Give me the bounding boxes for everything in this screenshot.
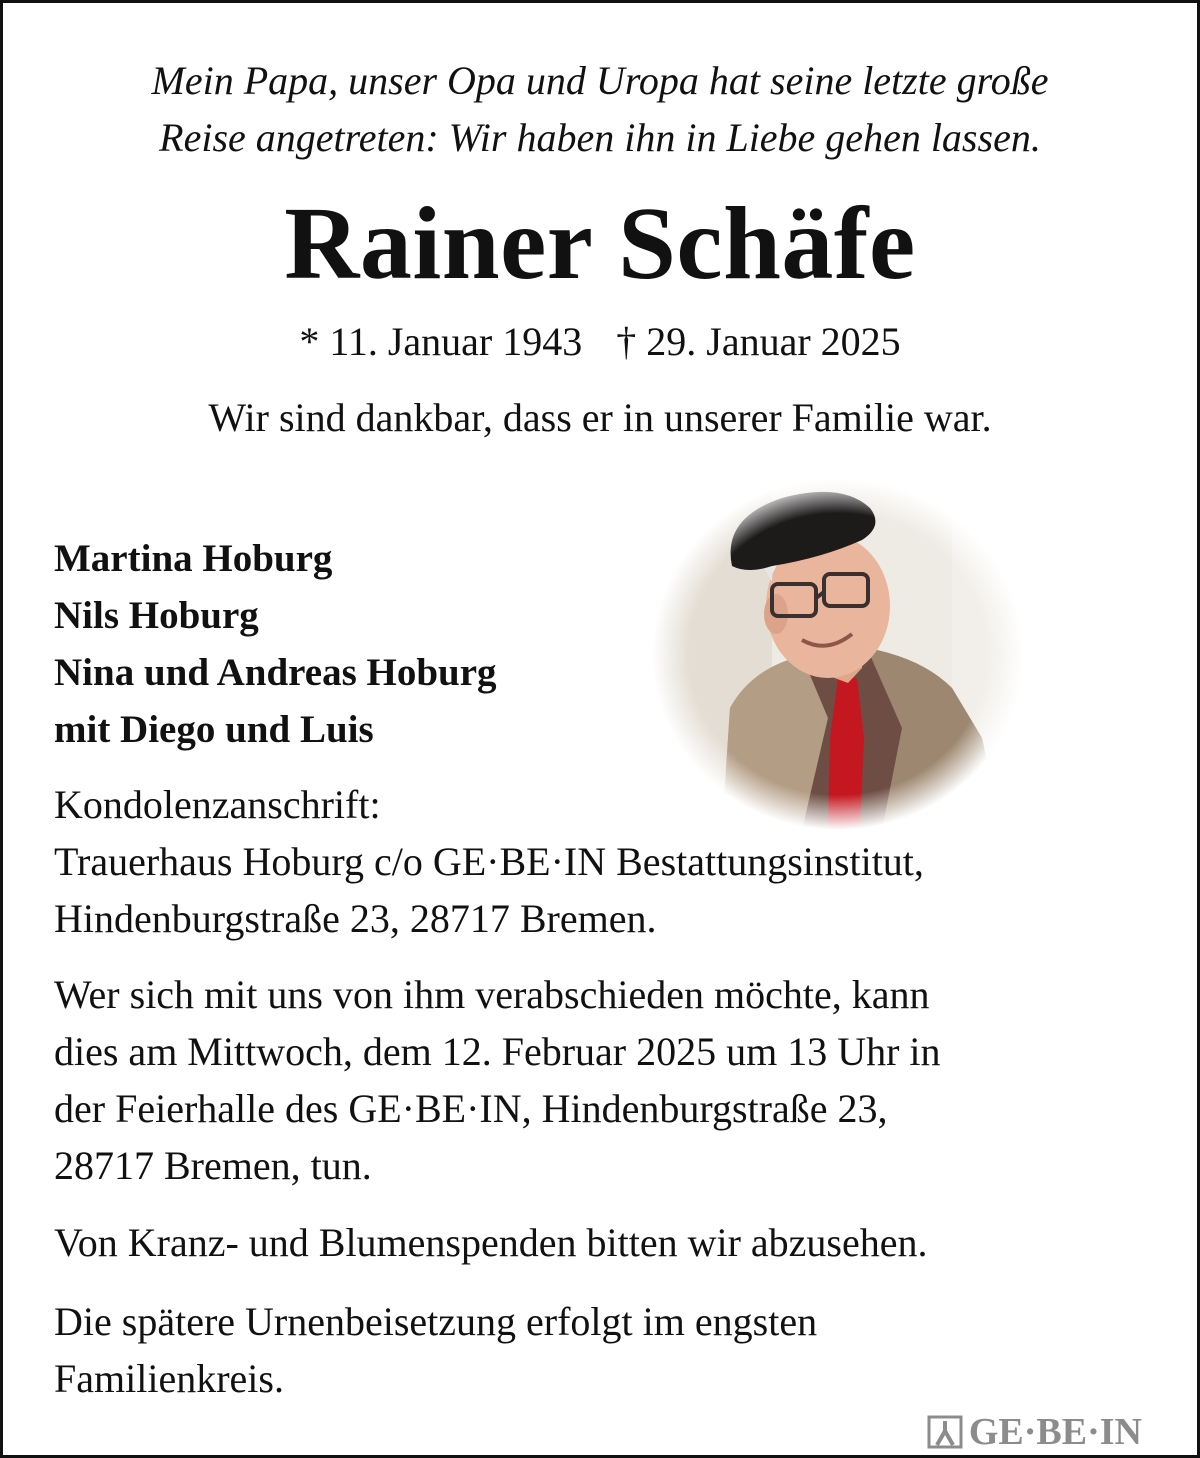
mourners-list (54, 530, 674, 758)
flowers-note (54, 1214, 1154, 1271)
condolence-line: Kondolenzanschrift: (54, 782, 381, 827)
farewell-line: der Feierhalle des GE·BE·IN, Hindenburgstraße 23, (54, 1086, 888, 1131)
funeral-home-logo (927, 1412, 1142, 1452)
mourner-name: Martina Hoburg (54, 537, 333, 580)
condolence-line: Trauerhaus Hoburg c/o GE·BE·IN Bestattungsinstitut, (54, 839, 924, 884)
intro-line: Mein Papa, unser Opa und Uropa hat seine letzte große (151, 58, 1049, 103)
urn-line: Familienkreis. (54, 1356, 284, 1401)
flowers-line: Von Kranz- und Blumenspenden bitten wir abzusehen. (54, 1220, 928, 1265)
condolence-line: Hindenburgstraße 23, 28717 Bremen. (54, 896, 657, 941)
deceased-name: Rainer Schäfe (284, 186, 916, 301)
farewell-details (54, 966, 1154, 1194)
farewell-line: 28717 Bremen, tun. (54, 1143, 372, 1188)
intro-text (0, 52, 1200, 166)
gratitude-line: Wir sind dankbar, dass er in unserer Familie war. (208, 395, 992, 440)
birth-date: * 11. Januar 1943 (299, 319, 583, 364)
life-dates (0, 314, 1200, 370)
farewell-line: dies am Mittwoch, dem 12. Februar 2025 um 13 Uhr in (54, 1029, 941, 1074)
logo-text: GE·BE·IN (968, 1411, 1142, 1453)
condolence-address (54, 776, 1154, 947)
mourner-name: Nils Hoburg (54, 594, 259, 637)
urn-line: Die spätere Urnenbeisetzung erfolgt im engsten (54, 1299, 818, 1344)
mourner-name: Nina und Andreas Hoburg (54, 651, 497, 694)
death-date: † 29. Januar 2025 (616, 319, 901, 364)
mourner-name: mit Diego und Luis (54, 708, 374, 751)
farewell-line: Wer sich mit uns von ihm verabschieden möchte, kann (54, 972, 930, 1017)
urn-burial-note (54, 1293, 1154, 1407)
gebein-logo-mark-icon (927, 1415, 963, 1449)
intro-line: Reise angetreten: Wir haben ihn in Liebe gehen lassen. (159, 115, 1041, 160)
